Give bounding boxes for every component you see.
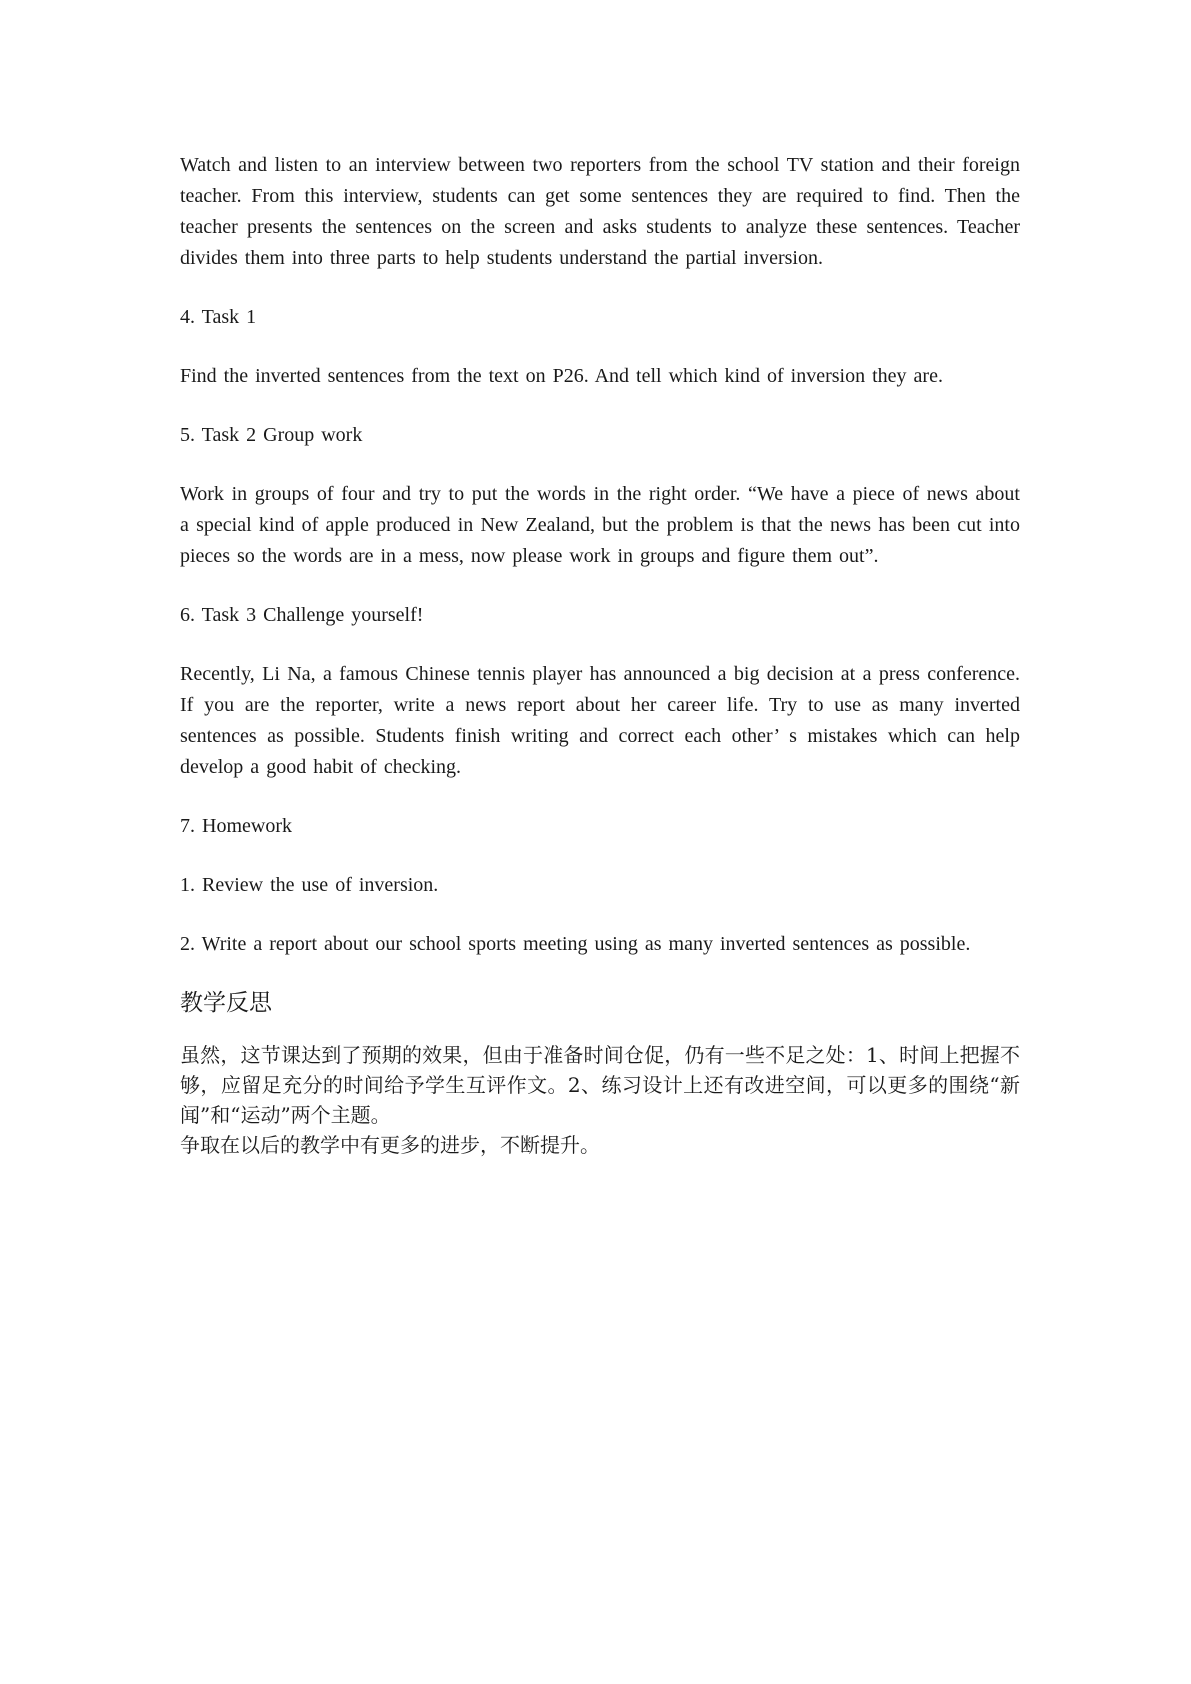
task2-heading: 5. Task 2 Group work (180, 424, 363, 446)
document-page (180, 150, 1020, 1160)
task3-body: Recently, Li Na, a famous Chinese tennis player has announced a big decision at a press conference. If you are the reporter, write a news report about her career life. Try to use as many inverted sentences as possible. Students finish writing and correct each other’ s mistakes which can help develop a good habit of checking. (180, 663, 1020, 778)
homework-item-1: 1. Review the use of inversion. (180, 874, 439, 896)
task1-body: Find the inverted sentences from the text on P26. And tell which kind of inversion they are. (180, 365, 943, 387)
intro-paragraph: Watch and listen to an interview between two reporters from the school TV station and their foreign teacher. From this interview, students can get some sentences they are required to find. Then the teacher presents the sentences on the screen and asks students to analyze these sentences. Teacher divides them into three parts to help students understand the partial inversion. (180, 154, 1020, 269)
reflection-closing: 争取在以后的教学中有更多的进步，不断提升。 (180, 1133, 600, 1157)
reflection-title: 教学反思 (180, 990, 272, 1016)
homework-item-2: 2. Write a report about our school sports meeting using as many inverted sentences as possible. (180, 933, 971, 955)
homework-heading: 7. Homework (180, 815, 292, 837)
reflection-body: 虽然，这节课达到了预期的效果，但由于准备时间仓促，仍有一些不足之处：1、时间上把握不够，应留足充分的时间给予学生互评作文。2、练习设计上还有改进空间，可以更多的围绕“新闻”和“运动”两个主题。 (180, 1043, 1020, 1127)
task1-heading: 4. Task 1 (180, 306, 257, 328)
task3-heading: 6. Task 3 Challenge yourself! (180, 604, 424, 626)
task2-body: Work in groups of four and try to put the words in the right order. “We have a piece of news about a special kind of apple produced in New Zealand, but the problem is that the news has been cut into pieces so the words are in a mess, now please work in groups and figure them out”. (180, 483, 1020, 567)
